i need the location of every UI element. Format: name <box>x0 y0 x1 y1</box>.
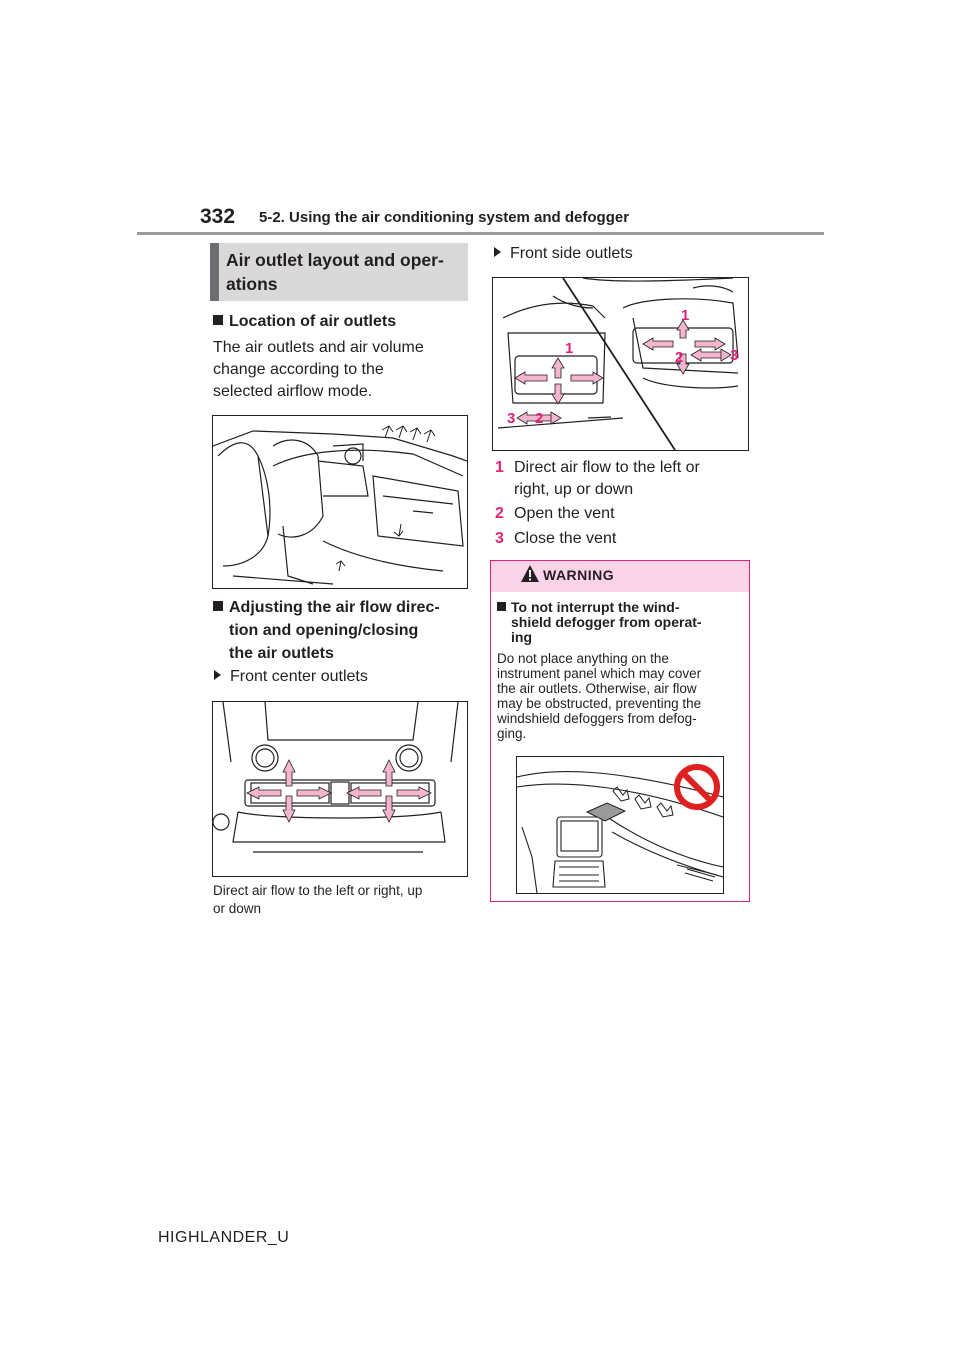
warning-body-line: instrument panel which may cover <box>497 666 702 681</box>
warning-body-line: the air outlets. Otherwise, air flow <box>497 681 697 696</box>
step-text: Open the vent <box>514 505 615 522</box>
step-text: right, up or down <box>514 481 634 498</box>
divider-line <box>563 278 675 450</box>
triangle-bullet-icon <box>494 247 501 257</box>
warning-label: WARNING <box>543 567 615 583</box>
adjusting-heading-line: tion and opening/closing <box>229 622 419 639</box>
step-1 <box>495 457 700 501</box>
center-outlets-illustration <box>212 701 468 877</box>
step-text: Direct air flow to the left or <box>514 459 700 476</box>
step-number: 1 <box>495 459 504 476</box>
warning-body-line: Do not place anything on the <box>497 651 669 666</box>
adjusting-heading-line: Adjusting the air flow direc- <box>229 599 440 616</box>
center-outlets-svg <box>213 702 467 876</box>
adjusting-heading <box>213 596 440 665</box>
square-bullet-icon <box>213 315 223 325</box>
location-heading-text: Location of air outlets <box>229 313 397 330</box>
caption-line: or down <box>213 901 262 916</box>
section-title <box>226 248 466 296</box>
warning-body-line: may be obstructed, preventing the <box>497 696 702 711</box>
warning-triangle-icon <box>520 564 540 584</box>
step-2 <box>495 503 615 525</box>
header-divider <box>137 232 824 235</box>
step-text: Close the vent <box>514 530 617 547</box>
callout-2: 2 <box>675 349 684 366</box>
footer-model: HIGHLANDER_U <box>158 1229 290 1246</box>
warning-subheading-line: shield defogger from operat- <box>511 614 702 630</box>
callout-1: 1 <box>565 340 574 357</box>
triangle-bullet-icon <box>214 670 221 680</box>
section-title-line: ations <box>226 274 278 294</box>
center-outlets-label-text: Front center outlets <box>230 668 368 685</box>
callout-2: 2 <box>535 410 544 427</box>
callout-3: 3 <box>730 347 739 364</box>
square-bullet-icon <box>497 602 506 611</box>
side-outlets-label-text: Front side outlets <box>510 245 633 262</box>
body-line: change according to the <box>213 361 384 378</box>
center-outlets-caption <box>213 882 422 918</box>
warning-body-line: ging. <box>497 726 527 741</box>
section-title-bar <box>210 243 219 301</box>
warning-body <box>497 651 743 741</box>
body-line: The air outlets and air volume <box>213 339 424 356</box>
page-number: 332 <box>200 205 236 228</box>
chapter-title: 5-2. Using the air conditioning system and defogger <box>259 209 630 226</box>
adjusting-heading-line: the air outlets <box>229 645 334 662</box>
side-outlets-illustration <box>492 277 749 451</box>
square-bullet-icon <box>213 601 223 611</box>
location-body <box>213 337 424 403</box>
callout-3: 3 <box>507 410 516 427</box>
callout-1: 1 <box>681 307 690 324</box>
center-outlets-label <box>214 666 368 688</box>
warning-body-line: windshield defoggers from defog- <box>497 711 697 726</box>
step-number: 3 <box>495 530 504 547</box>
dashboard-warning-illustration <box>516 756 724 894</box>
interior-outlets-illustration <box>212 415 468 589</box>
step-3 <box>495 528 616 550</box>
interior-illustration-svg <box>213 416 467 588</box>
body-line: selected airflow mode. <box>213 383 373 400</box>
step-number: 2 <box>495 505 504 522</box>
dashboard-warning-svg <box>517 757 723 893</box>
warning-subheading <box>497 600 742 645</box>
warning-subheading-line: To not interrupt the wind- <box>511 599 680 615</box>
section-title-line: Air outlet layout and oper- <box>226 250 444 270</box>
side-outlets-svg <box>493 278 748 450</box>
side-outlets-label <box>494 243 633 265</box>
caption-line: Direct air flow to the left or right, up <box>213 883 423 898</box>
location-heading <box>213 310 396 333</box>
warning-subheading-line: ing <box>511 629 532 645</box>
